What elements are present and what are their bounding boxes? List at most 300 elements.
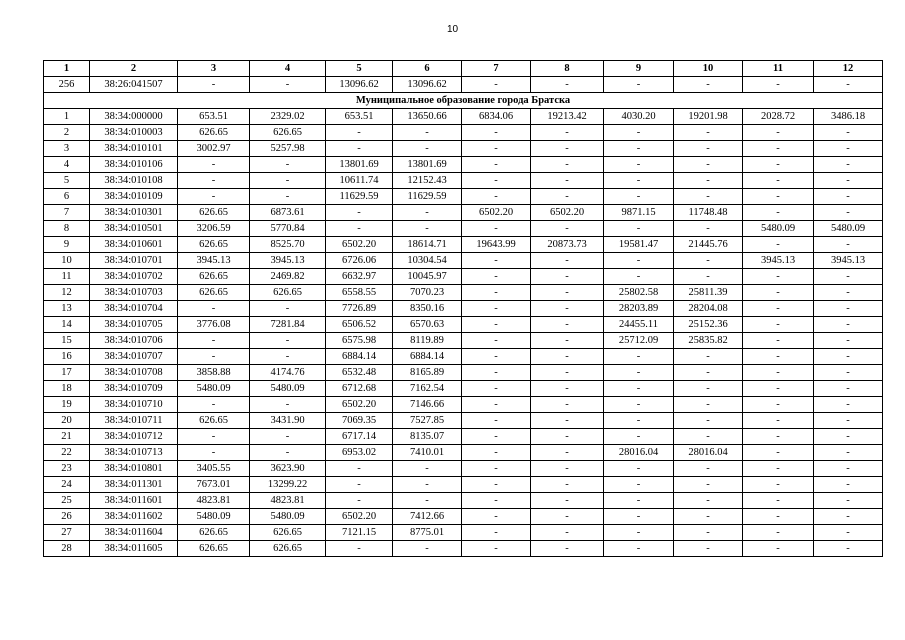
table-cell: 38:34:011601 bbox=[90, 493, 178, 509]
header-row bbox=[44, 61, 883, 77]
table-cell: 25802.58 bbox=[604, 285, 674, 301]
table-cell: 25152.36 bbox=[674, 317, 743, 333]
table-cell: 6834.06 bbox=[462, 109, 531, 125]
table-cell: - bbox=[743, 509, 814, 525]
table-cell: 6502.20 bbox=[326, 397, 393, 413]
table-row bbox=[44, 317, 883, 333]
table-cell: 11748.48 bbox=[674, 205, 743, 221]
table-cell: 38:34:010712 bbox=[90, 429, 178, 445]
table-cell: - bbox=[743, 205, 814, 221]
table-cell: - bbox=[250, 349, 326, 365]
table-cell: - bbox=[814, 445, 883, 461]
table-cell: - bbox=[531, 125, 604, 141]
table-cell: 19 bbox=[44, 397, 90, 413]
table-cell: - bbox=[393, 125, 462, 141]
table-cell: 7069.35 bbox=[326, 413, 393, 429]
table-cell: 3945.13 bbox=[178, 253, 250, 269]
table-cell: - bbox=[743, 125, 814, 141]
table-cell: 14 bbox=[44, 317, 90, 333]
table-cell: - bbox=[674, 125, 743, 141]
table-cell: 3405.55 bbox=[178, 461, 250, 477]
table-cell: - bbox=[462, 77, 531, 93]
table-cell: 4823.81 bbox=[250, 493, 326, 509]
table-cell: 24 bbox=[44, 477, 90, 493]
table-cell: 38:34:010704 bbox=[90, 301, 178, 317]
table-cell: - bbox=[462, 541, 531, 557]
table-cell: - bbox=[531, 317, 604, 333]
table-cell: 5480.09 bbox=[814, 221, 883, 237]
table-cell: 626.65 bbox=[178, 525, 250, 541]
table-cell: 38:34:010706 bbox=[90, 333, 178, 349]
table-cell: - bbox=[674, 253, 743, 269]
table-cell: - bbox=[674, 461, 743, 477]
table-row bbox=[44, 365, 883, 381]
table-cell: - bbox=[462, 301, 531, 317]
table-cell: 626.65 bbox=[178, 237, 250, 253]
table-row bbox=[44, 157, 883, 173]
table-cell: 6532.48 bbox=[326, 365, 393, 381]
table-row bbox=[44, 541, 883, 557]
table-cell: - bbox=[604, 125, 674, 141]
table-cell: 6558.55 bbox=[326, 285, 393, 301]
table-cell: - bbox=[604, 253, 674, 269]
table-row bbox=[44, 493, 883, 509]
table-cell: 7162.54 bbox=[393, 381, 462, 397]
column-header: 11 bbox=[743, 61, 814, 77]
table-cell: - bbox=[250, 77, 326, 93]
table-cell: 626.65 bbox=[250, 125, 326, 141]
table-cell: - bbox=[743, 413, 814, 429]
table-cell: 6502.20 bbox=[326, 237, 393, 253]
table-cell: - bbox=[178, 173, 250, 189]
table-cell: - bbox=[604, 525, 674, 541]
table-cell: 10611.74 bbox=[326, 173, 393, 189]
table-cell: - bbox=[531, 141, 604, 157]
table-cell: 38:34:010711 bbox=[90, 413, 178, 429]
table-cell: - bbox=[393, 141, 462, 157]
table-cell: 626.65 bbox=[178, 205, 250, 221]
column-header: 3 bbox=[178, 61, 250, 77]
table-cell: 7527.85 bbox=[393, 413, 462, 429]
table-cell: 38:34:010301 bbox=[90, 205, 178, 221]
table-cell: - bbox=[674, 157, 743, 173]
table-row bbox=[44, 445, 883, 461]
table-cell: 10 bbox=[44, 253, 90, 269]
table-cell: 7726.89 bbox=[326, 301, 393, 317]
table-cell: - bbox=[531, 221, 604, 237]
table-cell: 2 bbox=[44, 125, 90, 141]
table-cell: - bbox=[531, 349, 604, 365]
table-cell: 7070.23 bbox=[393, 285, 462, 301]
table-cell: - bbox=[462, 125, 531, 141]
table-cell: - bbox=[814, 509, 883, 525]
table-row bbox=[44, 349, 883, 365]
table-cell: - bbox=[743, 349, 814, 365]
table-cell: 5 bbox=[44, 173, 90, 189]
table-cell: 38:34:010106 bbox=[90, 157, 178, 173]
table-cell: 18614.71 bbox=[393, 237, 462, 253]
table-cell: - bbox=[462, 445, 531, 461]
table-cell: - bbox=[250, 445, 326, 461]
table-cell: - bbox=[814, 285, 883, 301]
table-cell: - bbox=[604, 173, 674, 189]
table-cell: 38:34:010701 bbox=[90, 253, 178, 269]
table-cell: - bbox=[743, 461, 814, 477]
table-cell: 38:34:010709 bbox=[90, 381, 178, 397]
table-cell: 6570.63 bbox=[393, 317, 462, 333]
table-cell: 3945.13 bbox=[743, 253, 814, 269]
table-cell: - bbox=[178, 157, 250, 173]
table-cell: 38:34:010801 bbox=[90, 461, 178, 477]
table-cell: 38:26:041507 bbox=[90, 77, 178, 93]
section-title: Муниципальное образование города Братска bbox=[44, 93, 883, 109]
table-cell: 25811.39 bbox=[674, 285, 743, 301]
table-cell: 13801.69 bbox=[326, 157, 393, 173]
table-cell: 3623.90 bbox=[250, 461, 326, 477]
table-cell: - bbox=[462, 429, 531, 445]
table-cell: 38:34:011604 bbox=[90, 525, 178, 541]
table-cell: - bbox=[743, 77, 814, 93]
table-cell: - bbox=[462, 221, 531, 237]
table-cell: - bbox=[743, 445, 814, 461]
table-cell: - bbox=[462, 285, 531, 301]
table-cell: 626.65 bbox=[178, 413, 250, 429]
table-cell: - bbox=[674, 397, 743, 413]
table-cell: 7281.84 bbox=[250, 317, 326, 333]
table-cell: - bbox=[604, 541, 674, 557]
table-cell: - bbox=[674, 349, 743, 365]
table-cell: - bbox=[814, 397, 883, 413]
table-cell: - bbox=[462, 269, 531, 285]
table-cell: 5480.09 bbox=[743, 221, 814, 237]
table-cell: - bbox=[604, 269, 674, 285]
table-row bbox=[44, 109, 883, 125]
table-cell: 25712.09 bbox=[604, 333, 674, 349]
column-header: 12 bbox=[814, 61, 883, 77]
table-cell: 8135.07 bbox=[393, 429, 462, 445]
table-cell: 28203.89 bbox=[604, 301, 674, 317]
table-cell: 8 bbox=[44, 221, 90, 237]
table-cell: - bbox=[462, 349, 531, 365]
table-cell: - bbox=[604, 509, 674, 525]
table-row bbox=[44, 189, 883, 205]
table-cell: 38:34:010703 bbox=[90, 285, 178, 301]
table-cell: - bbox=[531, 173, 604, 189]
table-cell: - bbox=[814, 365, 883, 381]
table-cell: 6884.14 bbox=[393, 349, 462, 365]
table-cell: 38:34:010702 bbox=[90, 269, 178, 285]
table-row bbox=[44, 125, 883, 141]
table-cell: 5257.98 bbox=[250, 141, 326, 157]
table-cell: - bbox=[462, 189, 531, 205]
table-cell: - bbox=[674, 173, 743, 189]
table-cell: 13801.69 bbox=[393, 157, 462, 173]
table-cell: - bbox=[250, 397, 326, 413]
column-header: 4 bbox=[250, 61, 326, 77]
table-cell: - bbox=[814, 317, 883, 333]
table-cell: 38:34:011602 bbox=[90, 509, 178, 525]
table-cell: - bbox=[743, 477, 814, 493]
table-cell: 3945.13 bbox=[814, 253, 883, 269]
table-cell: - bbox=[814, 349, 883, 365]
table-cell: - bbox=[531, 77, 604, 93]
table-row bbox=[44, 381, 883, 397]
table-cell: - bbox=[531, 541, 604, 557]
table-cell: 13650.66 bbox=[393, 109, 462, 125]
table-cell: - bbox=[250, 173, 326, 189]
table-cell: 6502.20 bbox=[462, 205, 531, 221]
table-cell: - bbox=[743, 541, 814, 557]
table-cell: - bbox=[326, 125, 393, 141]
table-cell: - bbox=[178, 429, 250, 445]
table-cell: 2329.02 bbox=[250, 109, 326, 125]
table-cell: 19213.42 bbox=[531, 109, 604, 125]
table-cell: - bbox=[814, 141, 883, 157]
table-cell: - bbox=[674, 541, 743, 557]
table-cell: - bbox=[604, 413, 674, 429]
table-body bbox=[44, 77, 883, 557]
table-cell: - bbox=[604, 77, 674, 93]
table-cell: - bbox=[178, 349, 250, 365]
table-cell: - bbox=[743, 381, 814, 397]
table-cell: - bbox=[743, 365, 814, 381]
table-cell: 12152.43 bbox=[393, 173, 462, 189]
table-cell: 8525.70 bbox=[250, 237, 326, 253]
table-cell: - bbox=[462, 141, 531, 157]
table-cell: 6502.20 bbox=[531, 205, 604, 221]
table-cell: - bbox=[393, 205, 462, 221]
table-row bbox=[44, 461, 883, 477]
table-cell: - bbox=[674, 189, 743, 205]
table-cell: - bbox=[814, 269, 883, 285]
table-cell: 6884.14 bbox=[326, 349, 393, 365]
table-cell: 26 bbox=[44, 509, 90, 525]
table-cell: - bbox=[743, 333, 814, 349]
table-cell: 28016.04 bbox=[604, 445, 674, 461]
table-cell: 7 bbox=[44, 205, 90, 221]
table-cell: 12 bbox=[44, 285, 90, 301]
table-cell: - bbox=[531, 157, 604, 173]
table-cell: 9 bbox=[44, 237, 90, 253]
table-cell: 8775.01 bbox=[393, 525, 462, 541]
table-cell: - bbox=[393, 461, 462, 477]
table-cell: - bbox=[531, 445, 604, 461]
table-cell: - bbox=[814, 173, 883, 189]
table-cell: - bbox=[674, 525, 743, 541]
table-cell: - bbox=[743, 141, 814, 157]
table-cell: 19201.98 bbox=[674, 109, 743, 125]
table-cell: 256 bbox=[44, 77, 90, 93]
table-cell: 5770.84 bbox=[250, 221, 326, 237]
table-cell: - bbox=[604, 365, 674, 381]
table-cell: - bbox=[531, 381, 604, 397]
table-cell: - bbox=[178, 397, 250, 413]
table-cell: 7412.66 bbox=[393, 509, 462, 525]
column-header: 1 bbox=[44, 61, 90, 77]
table-cell: 11629.59 bbox=[393, 189, 462, 205]
table-cell: 19643.99 bbox=[462, 237, 531, 253]
table-cell: - bbox=[531, 525, 604, 541]
table-cell: - bbox=[743, 157, 814, 173]
table-cell: - bbox=[674, 221, 743, 237]
table-cell: - bbox=[531, 301, 604, 317]
table-cell: 653.51 bbox=[326, 109, 393, 125]
table-cell: - bbox=[462, 477, 531, 493]
table-cell: 9871.15 bbox=[604, 205, 674, 221]
table-cell: 16 bbox=[44, 349, 90, 365]
table-cell: - bbox=[462, 317, 531, 333]
table-cell: - bbox=[250, 333, 326, 349]
table-cell: - bbox=[674, 493, 743, 509]
table-cell: 11 bbox=[44, 269, 90, 285]
table-cell: 27 bbox=[44, 525, 90, 541]
table-row bbox=[44, 77, 883, 93]
table-cell: 6575.98 bbox=[326, 333, 393, 349]
table-cell: 15 bbox=[44, 333, 90, 349]
table-cell: - bbox=[743, 317, 814, 333]
table-cell: - bbox=[326, 461, 393, 477]
table-cell: - bbox=[531, 429, 604, 445]
table-cell: - bbox=[178, 333, 250, 349]
table-cell: 3776.08 bbox=[178, 317, 250, 333]
table-cell: - bbox=[604, 493, 674, 509]
table-cell: 13096.62 bbox=[326, 77, 393, 93]
table-cell: - bbox=[814, 541, 883, 557]
table-cell: - bbox=[531, 365, 604, 381]
table-cell: 4823.81 bbox=[178, 493, 250, 509]
table-cell: 23 bbox=[44, 461, 90, 477]
table-cell: 626.65 bbox=[178, 125, 250, 141]
table-cell: - bbox=[743, 397, 814, 413]
table-cell: 6873.61 bbox=[250, 205, 326, 221]
table-cell: 38:34:010108 bbox=[90, 173, 178, 189]
table-cell: 626.65 bbox=[178, 541, 250, 557]
table-cell: 8350.16 bbox=[393, 301, 462, 317]
table-cell: 3431.90 bbox=[250, 413, 326, 429]
table-cell: 6506.52 bbox=[326, 317, 393, 333]
table-cell: 22 bbox=[44, 445, 90, 461]
table-cell: - bbox=[604, 221, 674, 237]
table-row bbox=[44, 525, 883, 541]
table-cell: - bbox=[743, 429, 814, 445]
table-row bbox=[44, 253, 883, 269]
table-cell: - bbox=[604, 189, 674, 205]
table-row bbox=[44, 333, 883, 349]
table-cell: - bbox=[462, 509, 531, 525]
table-cell: - bbox=[743, 189, 814, 205]
page-number: 10 bbox=[446, 24, 459, 35]
table-cell: - bbox=[531, 253, 604, 269]
table-cell: - bbox=[814, 77, 883, 93]
table-cell: 20 bbox=[44, 413, 90, 429]
table-cell: - bbox=[462, 365, 531, 381]
table-cell: - bbox=[743, 493, 814, 509]
table-cell: - bbox=[250, 429, 326, 445]
table-cell: - bbox=[814, 301, 883, 317]
table-cell: 38:34:011605 bbox=[90, 541, 178, 557]
data-table bbox=[43, 60, 883, 557]
table-cell: - bbox=[674, 141, 743, 157]
table-cell: 38:34:010501 bbox=[90, 221, 178, 237]
table-cell: 38:34:010003 bbox=[90, 125, 178, 141]
table-cell: - bbox=[393, 493, 462, 509]
table-cell: - bbox=[814, 189, 883, 205]
table-cell: 8165.89 bbox=[393, 365, 462, 381]
table-cell: 653.51 bbox=[178, 109, 250, 125]
table-cell: 6 bbox=[44, 189, 90, 205]
table-cell: - bbox=[462, 253, 531, 269]
table-cell: 3206.59 bbox=[178, 221, 250, 237]
table-cell: 6953.02 bbox=[326, 445, 393, 461]
table-cell: - bbox=[814, 333, 883, 349]
table-cell: 25 bbox=[44, 493, 90, 509]
table-cell: - bbox=[674, 381, 743, 397]
column-header: 9 bbox=[604, 61, 674, 77]
table-cell: - bbox=[604, 157, 674, 173]
table-cell: - bbox=[326, 205, 393, 221]
table-row bbox=[44, 285, 883, 301]
table-cell: - bbox=[814, 477, 883, 493]
table-cell: - bbox=[326, 477, 393, 493]
table-cell: 6717.14 bbox=[326, 429, 393, 445]
table-cell: 19581.47 bbox=[604, 237, 674, 253]
table-cell: 6712.68 bbox=[326, 381, 393, 397]
table-cell: 11629.59 bbox=[326, 189, 393, 205]
table-cell: 28016.04 bbox=[674, 445, 743, 461]
table-cell: - bbox=[531, 285, 604, 301]
table-row bbox=[44, 269, 883, 285]
table-cell: 3002.97 bbox=[178, 141, 250, 157]
table-row bbox=[44, 429, 883, 445]
table-cell: - bbox=[604, 141, 674, 157]
table-cell: 38:34:010705 bbox=[90, 317, 178, 333]
table-cell: - bbox=[743, 525, 814, 541]
table-cell: - bbox=[462, 413, 531, 429]
column-header: 6 bbox=[393, 61, 462, 77]
table-cell: 4 bbox=[44, 157, 90, 173]
table-cell: 38:34:011301 bbox=[90, 477, 178, 493]
table-cell: - bbox=[743, 173, 814, 189]
section-row bbox=[44, 93, 883, 109]
table-cell: - bbox=[743, 269, 814, 285]
table-cell: 626.65 bbox=[250, 541, 326, 557]
table-cell: - bbox=[814, 157, 883, 173]
column-header: 5 bbox=[326, 61, 393, 77]
table-cell: - bbox=[604, 477, 674, 493]
table-cell: - bbox=[393, 541, 462, 557]
table-cell: 1 bbox=[44, 109, 90, 125]
table-row bbox=[44, 221, 883, 237]
table-cell: - bbox=[674, 477, 743, 493]
table-cell: 7410.01 bbox=[393, 445, 462, 461]
table-cell: - bbox=[531, 269, 604, 285]
table-cell: - bbox=[814, 237, 883, 253]
table-cell: - bbox=[178, 301, 250, 317]
table-cell: 2028.72 bbox=[743, 109, 814, 125]
table-cell: 17 bbox=[44, 365, 90, 381]
table-cell: 10304.54 bbox=[393, 253, 462, 269]
table-cell: - bbox=[326, 141, 393, 157]
table-cell: - bbox=[814, 205, 883, 221]
table-cell: - bbox=[814, 125, 883, 141]
table-cell: - bbox=[814, 381, 883, 397]
table-cell: 8119.89 bbox=[393, 333, 462, 349]
table-cell: - bbox=[674, 509, 743, 525]
table-cell: - bbox=[462, 173, 531, 189]
table-cell: - bbox=[674, 269, 743, 285]
table-cell: 5480.09 bbox=[178, 381, 250, 397]
table-cell: - bbox=[462, 381, 531, 397]
